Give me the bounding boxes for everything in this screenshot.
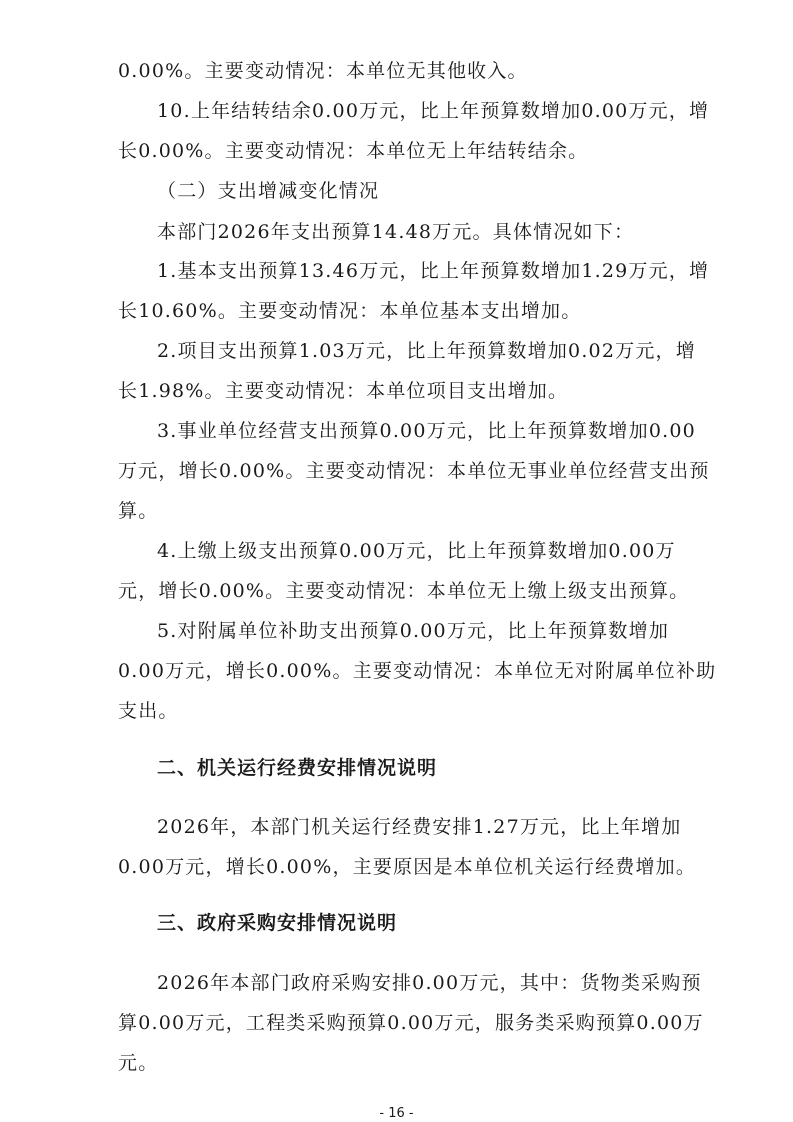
section-heading: 二、机关运行经费安排情况说明 xyxy=(157,757,438,779)
page-number: - 16 - xyxy=(379,1106,414,1121)
body-line: 万元，增长0.00%。主要变动情况：本单位无事业单位经营支出预 xyxy=(118,460,710,482)
body-line: 本部门2026年支出预算14.48万元。具体情况如下： xyxy=(157,221,635,243)
subsection-heading: （二）支出增减变化情况 xyxy=(157,180,380,202)
body-line: 0.00万元，增长0.00%，主要原因是本单位机关运行经费增加。 xyxy=(118,856,697,878)
body-line: 长10.60%。主要变动情况：本单位基本支出增加。 xyxy=(118,300,582,322)
section-heading: 三、政府采购安排情况说明 xyxy=(157,912,398,934)
body-line: 算。 xyxy=(118,500,159,522)
body-line: 0.00万元，增长0.00%。主要变动情况：本单位无对附属单位补助 xyxy=(118,660,717,682)
body-line: 元，增长0.00%。主要变动情况：本单位无上缴上级支出预算。 xyxy=(118,580,690,602)
body-line: 长1.98%。主要变动情况：本单位项目支出增加。 xyxy=(118,380,569,402)
body-line: 4.上缴上级支出预算0.00万元，比上年预算数增加0.00万 xyxy=(157,540,676,562)
body-line: 支出。 xyxy=(118,700,179,722)
body-line: 5.对附属单位补助支出预算0.00万元，比上年预算数增加 xyxy=(157,620,670,642)
body-line: 2026年本部门政府采购安排0.00万元，其中：货物类采购预 xyxy=(157,972,702,994)
body-line: 长0.00%。主要变动情况：本单位无上年结转结余。 xyxy=(118,140,589,162)
body-line: 1.基本支出预算13.46万元，比上年预算数增加1.29万元，增 xyxy=(157,260,710,282)
body-line: 元。 xyxy=(118,1052,159,1074)
body-line: 3.事业单位经营支出预算0.00万元，比上年预算数增加0.00 xyxy=(157,420,696,442)
body-line: 2.项目支出预算1.03万元，比上年预算数增加0.02万元，增 xyxy=(157,340,696,362)
body-line: 0.00%。主要变动情况：本单位无其他收入。 xyxy=(118,60,528,82)
body-line: 10.上年结转结余0.00万元，比上年预算数增加0.00万元，增 xyxy=(157,100,710,122)
body-line: 算0.00万元，工程类采购预算0.00万元，服务类采购预算0.00万 xyxy=(118,1012,704,1034)
body-line: 2026年，本部门机关运行经费安排1.27万元，比上年增加 xyxy=(157,816,682,838)
